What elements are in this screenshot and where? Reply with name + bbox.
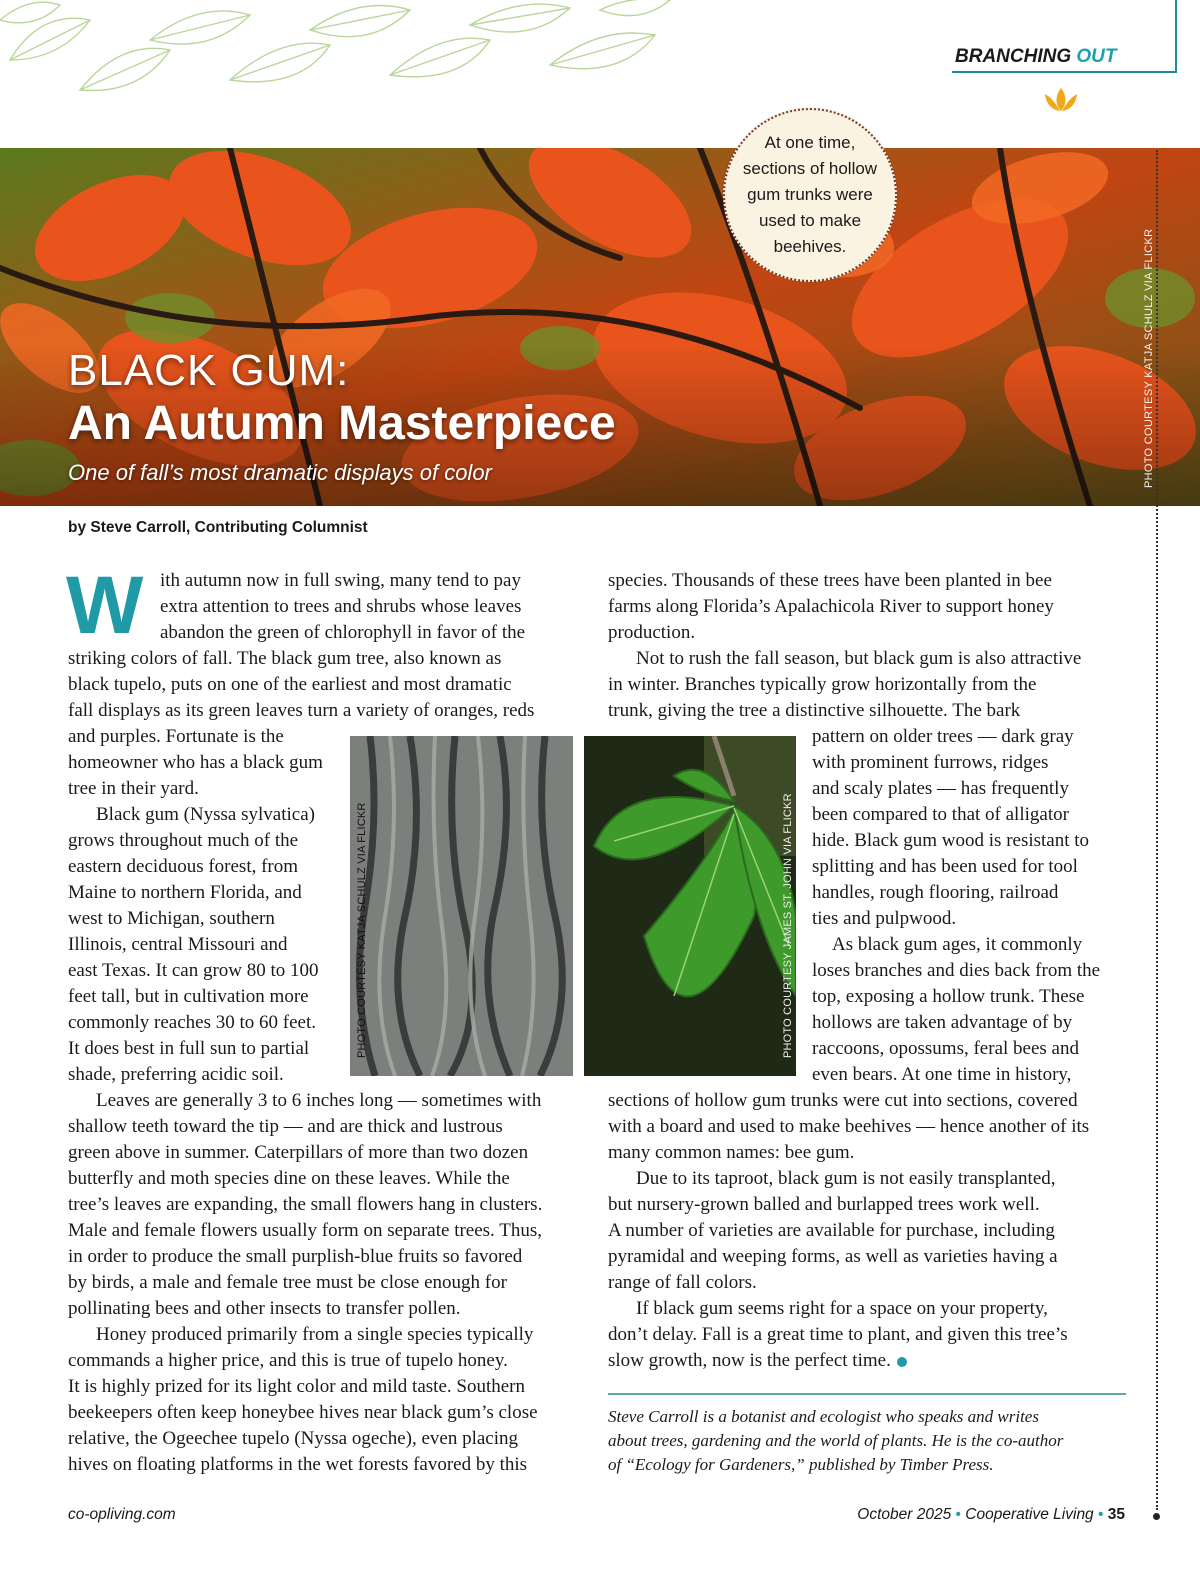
body-line: farms along Florida’s Apalachicola River to support honey xyxy=(608,596,1054,617)
footer-bullet: • xyxy=(1098,1506,1104,1523)
body-line: and purples. Fortunate is the xyxy=(68,726,284,747)
body-line: extra attention to trees and shrubs whose leaves xyxy=(160,596,522,617)
pull-quote-callout xyxy=(723,108,897,282)
body-line: handles, rough flooring, railroad xyxy=(812,882,1059,903)
footer-issue xyxy=(857,1506,1125,1524)
body-line: by birds, a male and female tree must be close enough for xyxy=(68,1272,507,1293)
body-line: fall displays as its green leaves turn a variety of oranges, reds xyxy=(68,700,535,721)
callout-text: At one time, sections of hollow gum trunks were used to make beehives. xyxy=(742,133,878,256)
body-line: Leaves are generally 3 to 6 inches long — sometimes with xyxy=(96,1090,542,1111)
body-line: Due to its taproot, black gum is not easily transplanted, xyxy=(636,1168,1056,1189)
body-line: Black gum (Nyssa sylvatica) xyxy=(96,804,315,825)
body-line: pattern on older trees — dark gray xyxy=(812,726,1074,747)
body-line: green above in summer. Caterpillars of more than two dozen xyxy=(68,1142,529,1163)
body-line: raccoons, opossums, feral bees and xyxy=(812,1038,1079,1059)
body-line: in winter. Branches typically grow horizontally from the xyxy=(608,674,1037,695)
body-line: production. xyxy=(608,622,696,643)
body-line: grows throughout much of the xyxy=(68,830,299,851)
body-line: east Texas. It can grow 80 to 100 xyxy=(68,960,319,981)
body-line: homeowner who has a black gum xyxy=(68,752,323,773)
body-line: with prominent furrows, ridges xyxy=(812,752,1049,773)
body-line: It does best in full sun to partial xyxy=(68,1038,310,1059)
body-line: but nursery-grown balled and burlapped trees work well. xyxy=(608,1194,1040,1215)
bio-line: Steve Carroll is a botanist and ecologist who speaks and writes xyxy=(608,1407,1039,1426)
article-title: An Autumn Masterpiece xyxy=(68,397,616,450)
body-line: hives on floating platforms in the wet forests favored by this xyxy=(68,1454,528,1475)
body-line: sections of hollow gum trunks were cut into sections, covered xyxy=(608,1090,1078,1111)
body-line: Maine to northern Florida, and xyxy=(68,882,302,903)
body-line: hide. Black gum wood is resistant to xyxy=(812,830,1090,851)
body-line: hollows are taken advantage of by xyxy=(812,1012,1073,1033)
body-line: and scaly plates — has frequently xyxy=(812,778,1069,799)
body-line: pollinating bees and other insects to transfer pollen. xyxy=(68,1298,461,1319)
body-line: range of fall colors. xyxy=(608,1272,757,1293)
body-line: Not to rush the fall season, but black gum is also attractive xyxy=(636,648,1082,669)
footer-date: October 2025 xyxy=(857,1506,952,1523)
drop-cap: W xyxy=(66,560,144,651)
body-line: been compared to that of alligator xyxy=(812,804,1069,825)
body-line: eastern deciduous forest, from xyxy=(68,856,299,877)
hero-photo xyxy=(0,148,1200,506)
bark-photo xyxy=(350,736,573,1076)
body-line: in order to produce the small purplish-blue fruits so favored xyxy=(68,1246,523,1267)
body-line: species. Thousands of these trees have been planted in bee xyxy=(608,570,1052,591)
footer-website: co-opliving.com xyxy=(68,1506,176,1523)
body-line: Honey produced primarily from a single species typically xyxy=(96,1324,534,1345)
body-line: shade, preferring acidic soil. xyxy=(68,1064,284,1085)
hero-photo-credit: PHOTO COURTESY KATJA SCHULZ VIA FLICKR xyxy=(1143,228,1155,488)
page-number: 35 xyxy=(1107,1506,1125,1523)
body-line: beekeepers often keep honeybee hives near black gum’s close xyxy=(68,1402,538,1423)
page-dotted-rule-end xyxy=(1153,1513,1160,1520)
body-line: trunk, giving the tree a distinctive silhouette. The bark xyxy=(608,700,1021,721)
body-line: pyramidal and weeping forms, as well as varieties having a xyxy=(608,1246,1058,1267)
body-line: relative, the Ogeechee tupelo (Nyssa ogeche), even placing xyxy=(68,1428,518,1449)
body-line: loses branches and dies back from the xyxy=(812,960,1101,981)
body-line: with a board and used to make beehives — hence another of its xyxy=(608,1116,1090,1137)
page-dotted-rule xyxy=(1156,150,1158,1510)
byline: by Steve Carroll, Contributing Columnist xyxy=(68,519,368,536)
article-overline: BLACK GUM: xyxy=(68,346,350,395)
footer-magazine: Cooperative Living xyxy=(965,1506,1094,1523)
body-line: striking colors of fall. The black gum tree, also known as xyxy=(68,648,502,669)
leaves-photo-credit: PHOTO COURTESY JAMES ST. JOHN VIA FLICKR xyxy=(782,793,794,1058)
footer-bullet: • xyxy=(955,1506,961,1523)
body-line: tree in their yard. xyxy=(68,778,199,799)
bio-line: of “Ecology for Gardeners,” published by Timber Press. xyxy=(608,1455,994,1474)
body-line: If black gum seems right for a space on your property, xyxy=(636,1298,1048,1319)
body-line: splitting and has been used for tool xyxy=(812,856,1078,877)
body-line: Illinois, central Missouri and xyxy=(68,934,288,955)
body-line: shallow teeth toward the tip — and are thick and lustrous xyxy=(68,1116,503,1137)
body-line: It is highly prized for its light color and mild taste. Southern xyxy=(68,1376,525,1397)
body-line: butterfly and moth species dine on these leaves. While the xyxy=(68,1168,510,1189)
article-subtitle: One of fall’s most dramatic displays of color xyxy=(68,460,492,485)
body-line: slow growth, now is the perfect time. xyxy=(608,1348,907,1374)
body-line: A number of varieties are available for purchase, including xyxy=(608,1220,1055,1241)
body-line: tree’s leaves are expanding, the small flowers hang in clusters. xyxy=(68,1194,543,1215)
end-mark-icon xyxy=(897,1357,907,1367)
body-line: feet tall, but in cultivation more xyxy=(68,986,309,1007)
body-line: don’t delay. Fall is a great time to plant, and given this tree’s xyxy=(608,1324,1068,1345)
body-line: As black gum ages, it commonly xyxy=(832,934,1083,955)
body-line: Male and female flowers usually form on separate trees. Thus, xyxy=(68,1220,542,1241)
lotus-icon xyxy=(1040,84,1082,114)
body-line: even bears. At one time in history, xyxy=(812,1064,1072,1085)
section-divider xyxy=(952,71,1177,73)
bio-divider xyxy=(608,1393,1126,1395)
leaves-photo xyxy=(584,736,796,1076)
body-line: abandon the green of chlorophyll in favor of the xyxy=(160,622,526,643)
body-line: many common names: bee gum. xyxy=(608,1142,855,1163)
section-divider-vertical xyxy=(1175,0,1177,73)
bark-photo-credit: PHOTO COURTESY KATJA SCHULZ VIA FLICKR xyxy=(356,802,368,1058)
body-line: commands a higher price, and this is true of tupelo honey. xyxy=(68,1350,508,1371)
section-label: BRANCHING OUT xyxy=(955,46,1117,67)
body-line: top, exposing a hollow trunk. These xyxy=(812,986,1085,1007)
body-line: ith autumn now in full swing, many tend to pay xyxy=(160,570,521,591)
bio-line: about trees, gardening and the world of plants. He is the co-author xyxy=(608,1431,1064,1450)
body-line: commonly reaches 30 to 60 feet. xyxy=(68,1012,316,1033)
body-line: ties and pulpwood. xyxy=(812,908,957,929)
body-line: black tupelo, puts on one of the earliest and most dramatic xyxy=(68,674,512,695)
body-line: west to Michigan, southern xyxy=(68,908,275,929)
leaf-pattern-icon xyxy=(0,0,680,100)
